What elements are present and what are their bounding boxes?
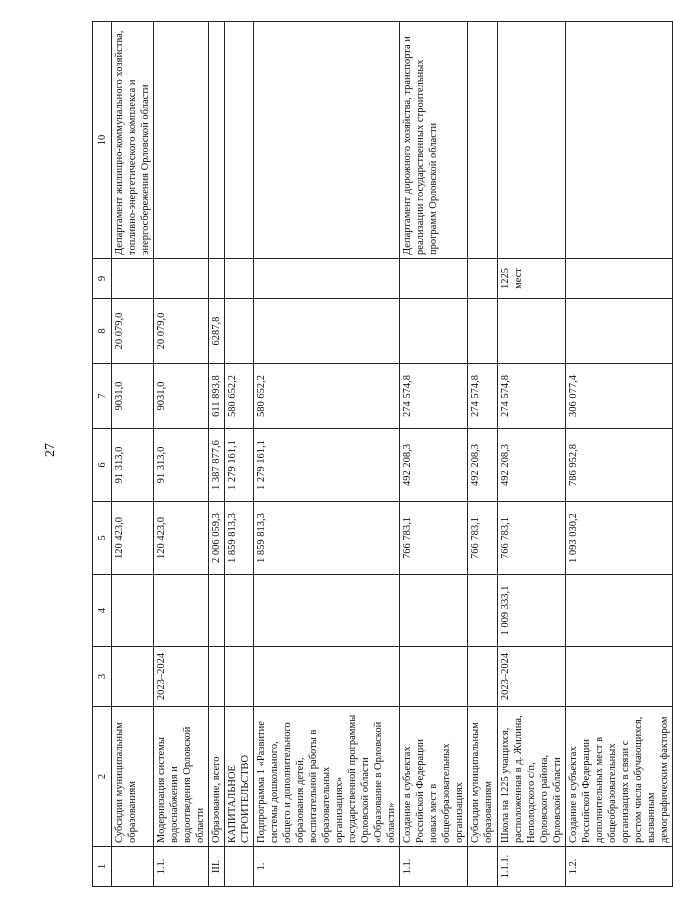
table-row	[468, 22, 498, 887]
cell-c2: Школа на 1225 учащихся, расположенная в д. Жилина, Неполодского с/п, Орловского района, Орловской области	[498, 707, 566, 847]
cell-c1	[468, 847, 498, 887]
table-row	[566, 22, 673, 887]
table-row	[498, 22, 566, 887]
cell-c5: 1 859 813,3	[225, 502, 254, 575]
cell-c3	[112, 647, 154, 707]
cell-c3	[209, 647, 225, 707]
cell-c6: 1 279 161,1	[225, 429, 254, 502]
col-header-4: 4	[93, 575, 112, 647]
cell-c2: Субсидии муниципальным образованиям	[112, 707, 154, 847]
cell-c2: Подпрограмма 1 «Развитие системы дошкольного, общего и дополнительного образования детей, воспитательной работы в образовательных организациях» государственной программы Орловской области «Образование в Орловской области»	[254, 707, 400, 847]
cell-c4	[225, 575, 254, 647]
cell-c4	[400, 575, 468, 647]
cell-c4	[566, 575, 673, 647]
table-row	[154, 22, 209, 887]
cell-c8: 6287,8	[209, 299, 225, 364]
cell-c3	[254, 647, 400, 707]
cell-c3	[566, 647, 673, 707]
cell-c9	[400, 259, 468, 299]
cell-c7: 611 893,8	[209, 364, 225, 429]
cell-c1	[225, 847, 254, 887]
cell-c9	[254, 259, 400, 299]
cell-c6: 1 387 877,6	[209, 429, 225, 502]
cell-c6: 1 279 161,1	[254, 429, 400, 502]
cell-c7: 274 574,8	[468, 364, 498, 429]
budget-table	[92, 21, 673, 887]
cell-c2: Модернизация системы водоснабжения и водоотведения Орловской области	[154, 707, 209, 847]
cell-c4	[468, 575, 498, 647]
cell-c5: 766 783,1	[468, 502, 498, 575]
cell-c2: КАПИТАЛЬНОЕ СТРОИТЕЛЬСТВО	[225, 707, 254, 847]
col-header-6: 6	[93, 429, 112, 502]
col-header-9: 9	[93, 259, 112, 299]
col-header-5: 5	[93, 502, 112, 575]
cell-c7: 274 574,8	[400, 364, 468, 429]
col-header-10: 10	[93, 22, 112, 259]
col-header-7: 7	[93, 364, 112, 429]
table-row	[209, 22, 225, 887]
cell-c8	[254, 299, 400, 364]
cell-c3: 2023–2024	[154, 647, 209, 707]
budget-table-rotated	[92, 22, 670, 887]
cell-c6: 492 208,3	[400, 429, 468, 502]
cell-c9	[154, 259, 209, 299]
cell-c1: 1.	[254, 847, 400, 887]
cell-c9	[112, 259, 154, 299]
cell-c6: 492 208,3	[468, 429, 498, 502]
cell-c3	[468, 647, 498, 707]
cell-c10	[498, 22, 566, 259]
cell-c5: 1 859 813,3	[254, 502, 400, 575]
cell-c3	[225, 647, 254, 707]
table-row	[254, 22, 400, 887]
table-row	[225, 22, 254, 887]
cell-c5: 766 783,1	[400, 502, 468, 575]
col-header-1: 1	[93, 847, 112, 887]
cell-c7: 306 077,4	[566, 364, 673, 429]
cell-c5: 766 783,1	[498, 502, 566, 575]
cell-c7: 580 652,2	[225, 364, 254, 429]
cell-c1: 1.1.	[154, 847, 209, 887]
cell-c2: Субсидии муниципальным образованиям	[468, 707, 498, 847]
cell-c5: 2 006 059,3	[209, 502, 225, 575]
cell-c10	[209, 22, 225, 259]
page-number: 27	[43, 443, 58, 457]
cell-c1: 1.2.	[566, 847, 673, 887]
cell-c10	[566, 22, 673, 259]
cell-c1: 1.1.1.	[498, 847, 566, 887]
cell-c4: 1 009 333,1	[498, 575, 566, 647]
cell-c10	[254, 22, 400, 259]
col-header-8: 8	[93, 299, 112, 364]
cell-c2: Создание в субъектах Российской Федерации новых мест в общеобразовательных организациях	[400, 707, 468, 847]
cell-c8	[468, 299, 498, 364]
cell-c10	[225, 22, 254, 259]
cell-c1: 1.1.	[400, 847, 468, 887]
cell-c9: 1225 мест	[498, 259, 566, 299]
cell-c1	[112, 847, 154, 887]
cell-c8	[566, 299, 673, 364]
col-header-3: 3	[93, 647, 112, 707]
cell-c7: 9031,0	[154, 364, 209, 429]
cell-c7: 274 574,8	[498, 364, 566, 429]
cell-c5: 120 423,0	[112, 502, 154, 575]
cell-c5: 120 423,0	[154, 502, 209, 575]
cell-c4	[112, 575, 154, 647]
cell-c10	[154, 22, 209, 259]
cell-c5: 1 093 030,2	[566, 502, 673, 575]
table-row	[112, 22, 154, 887]
cell-c8	[400, 299, 468, 364]
cell-c9	[209, 259, 225, 299]
cell-c4	[154, 575, 209, 647]
cell-c3: 2023–2024	[498, 647, 566, 707]
col-header-2: 2	[93, 707, 112, 847]
cell-c8: 20 079,0	[112, 299, 154, 364]
table-row	[400, 22, 468, 887]
cell-c2: Образование, всего	[209, 707, 225, 847]
cell-c6: 91 313,0	[112, 429, 154, 502]
cell-c7: 580 652,2	[254, 364, 400, 429]
cell-c9	[566, 259, 673, 299]
cell-c6: 91 313,0	[154, 429, 209, 502]
cell-c6: 786 952,8	[566, 429, 673, 502]
cell-c10	[468, 22, 498, 259]
cell-c4	[209, 575, 225, 647]
header-row	[93, 22, 112, 887]
cell-c6: 492 208,3	[498, 429, 566, 502]
cell-c3	[400, 647, 468, 707]
cell-c8	[498, 299, 566, 364]
cell-c7: 9031,0	[112, 364, 154, 429]
cell-c4	[254, 575, 400, 647]
cell-c8	[225, 299, 254, 364]
cell-c9	[468, 259, 498, 299]
cell-c10: Департамент дорожного хозяйства, транспорта и реализации государственных строительных программ Орловской области	[400, 22, 468, 259]
cell-c8: 20 079,0	[154, 299, 209, 364]
cell-c9	[225, 259, 254, 299]
cell-c2: Создание в субъектах Российской Федерации дополнительных мест в общеобразовательных организациях в связи с ростом числа обучающихся, вызванным демографическим фактором	[566, 707, 673, 847]
cell-c1: III.	[209, 847, 225, 887]
cell-c10: Департамент жилищно-коммунального хозяйства, топливно-энергетического комплекса и энергосбережения Орловской области	[112, 22, 154, 259]
